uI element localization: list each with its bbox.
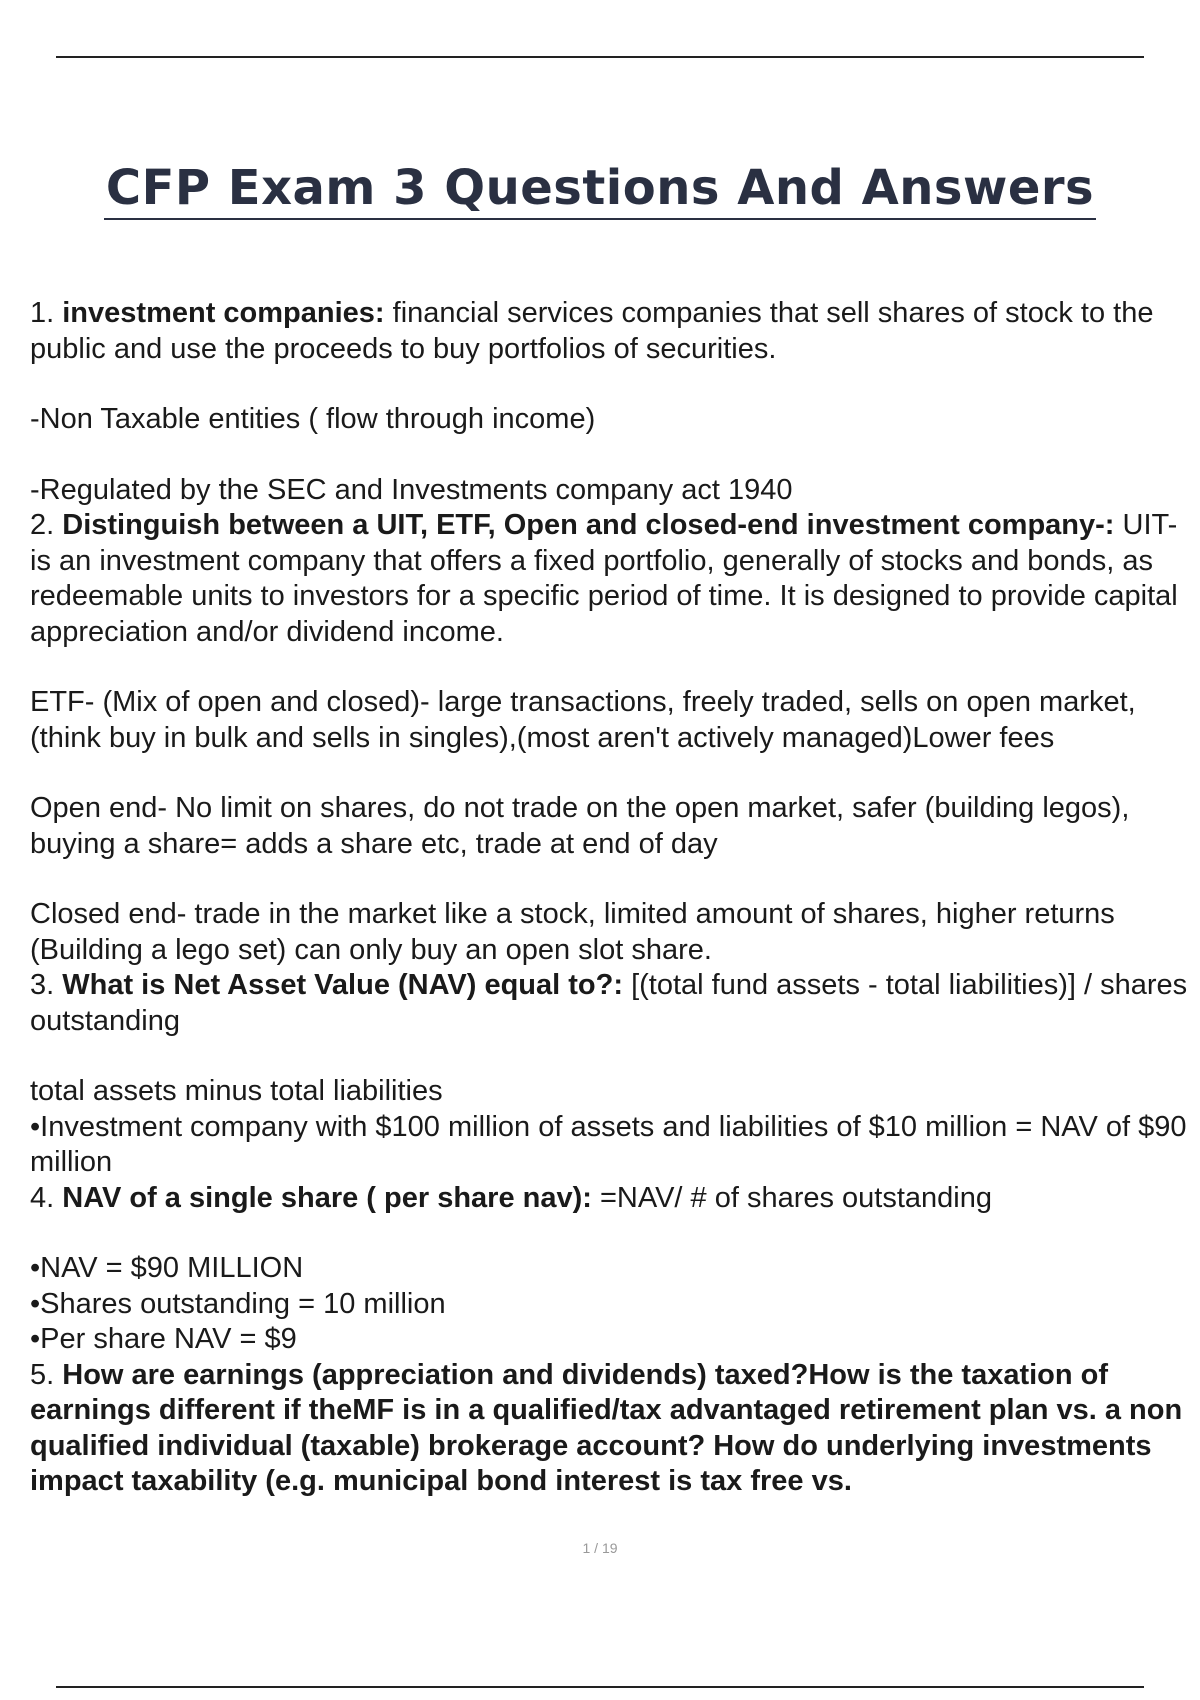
question-number: 1.	[30, 297, 55, 329]
answer-paragraph: -Regulated by the SEC and Investments company act 1940	[30, 473, 793, 506]
question-5	[30, 1358, 1198, 1500]
answer-text: UIT-is an investment company that offers a fixed portfolio, generally of stocks and bonds, as redeemable units to investors for a specific period of time. It is designed to provide capital appreciation and/or dividend income.	[30, 509, 1178, 648]
question-term: NAV of a single share ( per share nav):	[62, 1181, 592, 1214]
question-2	[30, 508, 1198, 650]
question-term: How are earnings (appreciation and dividends) taxed?How is the taxation of earnings different if theMF is in a qualified/tax advantaged retirement plan vs. a non qualified individual (taxable) brokerage account? How do underlying investments impact taxability (e.g. municipal bond interest is tax free vs.	[30, 1358, 1183, 1497]
answer-text: financial services companies that sell shares of stock to the public and use the proceeds to buy portfolios of securities.	[30, 297, 1154, 365]
answer-bullet: •Per share NAV = $9	[30, 1323, 297, 1355]
top-rule	[56, 56, 1144, 58]
question-number: 4.	[30, 1181, 55, 1214]
question-number: 2.	[30, 509, 55, 541]
answer-text: =NAV/ # of shares outstanding	[600, 1181, 993, 1214]
question-number: 3.	[30, 969, 55, 1001]
page-indicator: 1 / 19	[582, 1540, 618, 1556]
document-title: CFP Exam 3 Questions And Answers	[104, 160, 1096, 220]
answer-paragraph: Closed end- trade in the market like a stock, limited amount of shares, higher returns (Building a lego set) can only buy an open slot share.	[30, 898, 1115, 966]
answer-text: [(total fund assets - total liabilities)] / shares outstanding	[30, 969, 1188, 1037]
document-body	[30, 296, 1198, 1500]
answer-paragraph: ETF- (Mix of open and closed)- large transactions, freely traded, sells on open market, (think buy in bulk and sells in singles),(most aren't actively managed)Lower fees	[30, 686, 1136, 754]
question-4	[30, 1181, 1198, 1217]
answer-bullet: •NAV = $90 MILLION	[30, 1252, 304, 1284]
question-3	[30, 968, 1198, 1039]
question-1	[30, 296, 1198, 367]
title-block	[0, 160, 1200, 220]
answer-paragraph: Open end- No limit on shares, do not trade on the open market, safer (building legos), buying a share= adds a share etc, trade at end of day	[30, 792, 1130, 860]
answer-bullet: •Shares outstanding = 10 million	[30, 1287, 446, 1320]
question-term: What is Net Asset Value (NAV) equal to?:	[62, 969, 623, 1001]
question-term: investment companies:	[62, 297, 385, 329]
bottom-rule	[56, 1686, 1144, 1688]
question-term: Distinguish between a UIT, ETF, Open and closed-end investment company-:	[62, 509, 1115, 541]
answer-paragraph: total assets minus total liabilities	[30, 1075, 443, 1107]
question-number: 5.	[30, 1358, 55, 1391]
answer-paragraph: -Non Taxable entities ( flow through income)	[30, 403, 596, 435]
answer-bullet: •Investment company with $100 million of assets and liabilities of $10 million = NAV of $90 million	[30, 1110, 1187, 1178]
